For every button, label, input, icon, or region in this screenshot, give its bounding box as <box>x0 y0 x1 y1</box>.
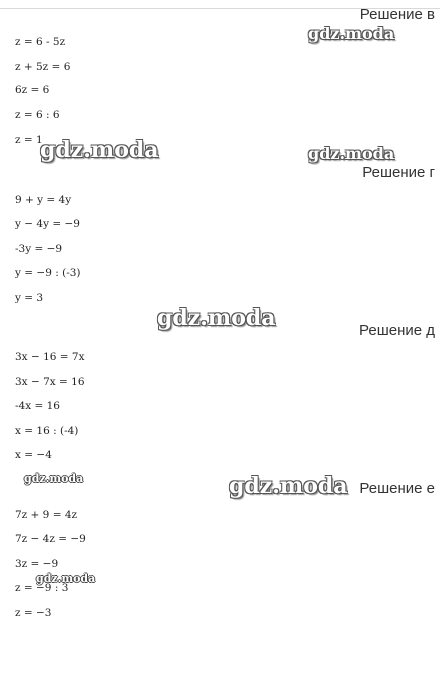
equation-line: x = 16 : (-4) <box>15 425 79 437</box>
equation-line: x = −4 <box>15 449 52 461</box>
equation-line: 3x − 7x = 16 <box>15 376 85 388</box>
equation-line: 9 + y = 4y <box>15 194 72 206</box>
equation-line: 7z − 4z = −9 <box>15 533 86 545</box>
equation-line: z = 6 - 5z <box>15 36 66 48</box>
section-heading-g: Решение г <box>362 164 435 181</box>
equation-line: 3x − 16 = 7x <box>15 351 85 363</box>
equation-line: z = −9 : 3 <box>15 582 69 594</box>
section-heading-e: Решение е <box>359 480 435 497</box>
section-heading-v: Решение в <box>359 6 435 23</box>
equation-line: z = 1 <box>15 134 43 146</box>
equation-line: 7z + 9 = 4z <box>15 509 78 521</box>
equation-line: -3y = −9 <box>15 243 63 255</box>
equation-line: 3z = −9 <box>15 558 59 570</box>
equation-line: 6z = 6 <box>15 84 50 96</box>
equation-line: z + 5z = 6 <box>15 61 71 73</box>
equation-line: y = 3 <box>15 292 44 304</box>
watermark-logo: gdz.moda <box>40 137 159 163</box>
watermark-logo: gdz.moda <box>308 144 395 163</box>
section-heading-d: Решение д <box>359 322 435 339</box>
equation-line: y = −9 : (-3) <box>15 267 81 279</box>
equation-line: y − 4y = −9 <box>15 218 80 230</box>
watermark-logo: gdz.moda <box>36 572 96 585</box>
equation-line: z = 6 : 6 <box>15 109 60 121</box>
watermark-logo: gdz.moda <box>157 305 276 331</box>
equation-line: -4x = 16 <box>15 400 60 412</box>
watermark-logo: gdz.moda <box>229 473 348 499</box>
equation-line: z = −3 <box>15 607 52 619</box>
watermark-logo: gdz.moda <box>308 24 395 43</box>
watermark-logo: gdz.moda <box>24 472 84 485</box>
